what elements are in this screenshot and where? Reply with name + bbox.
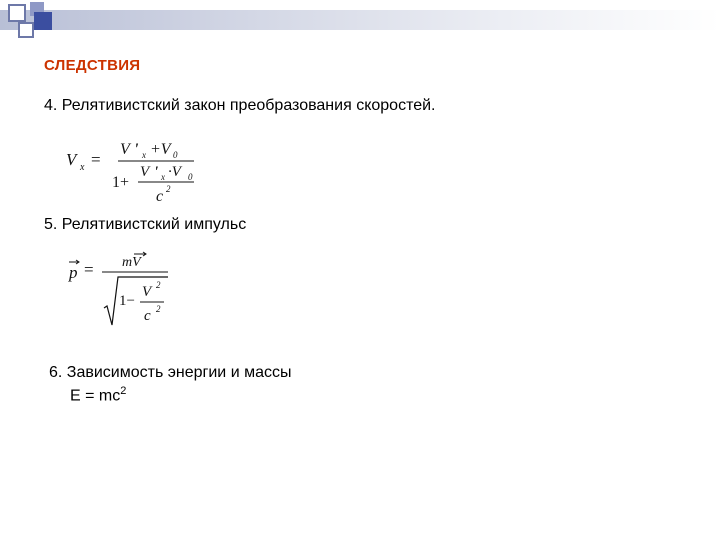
den-sub0: 0 (188, 172, 193, 182)
den-prime: ' (154, 164, 159, 180)
formula-equals: = (91, 150, 101, 169)
header-gradient-bar (0, 10, 720, 30)
energy-formula-exp: 2 (120, 385, 127, 397)
energy-formula-text: E = mc (70, 387, 121, 405)
formula-lhs: V (66, 150, 77, 169)
root-c: c (144, 308, 151, 324)
item-energy-mass: 6. Зависимость энергии и массы (49, 364, 292, 381)
momentum-lhs: p (69, 263, 78, 282)
momentum-numerator: mV (122, 255, 141, 270)
root-c-exp: 2 (156, 304, 161, 314)
num-sub: x (142, 150, 146, 160)
formula-lhs-sub: x (80, 162, 85, 173)
den-c-exp: 2 (166, 184, 171, 194)
root-v: V (142, 284, 152, 300)
den-dot: ·V (168, 164, 181, 180)
velocity-formula (60, 135, 220, 215)
den-one: 1+ (112, 174, 130, 191)
deco-square-outline-lower (18, 22, 34, 38)
den-v: V (140, 164, 150, 180)
item-velocity-transform: 4. Релятивистский закон преобразования скоростей. (44, 97, 436, 114)
num-sub0: 0 (173, 150, 178, 160)
root-v-exp: 2 (156, 280, 161, 290)
num-plus: +V (150, 141, 171, 158)
root-one: 1− (119, 293, 135, 309)
den-sub: x (161, 172, 165, 182)
momentum-formula (64, 250, 184, 335)
num-prime: ' (134, 141, 139, 158)
deco-square-dark (34, 12, 52, 30)
momentum-equals: = (84, 260, 94, 279)
den-c: c (156, 188, 164, 205)
section-heading: СЛЕДСТВИЯ (44, 57, 141, 74)
deco-square-outline (8, 4, 26, 22)
item-relativistic-momentum: 5. Релятивистский импульс (44, 216, 247, 233)
energy-formula (70, 385, 126, 405)
num-v: V (120, 141, 130, 158)
